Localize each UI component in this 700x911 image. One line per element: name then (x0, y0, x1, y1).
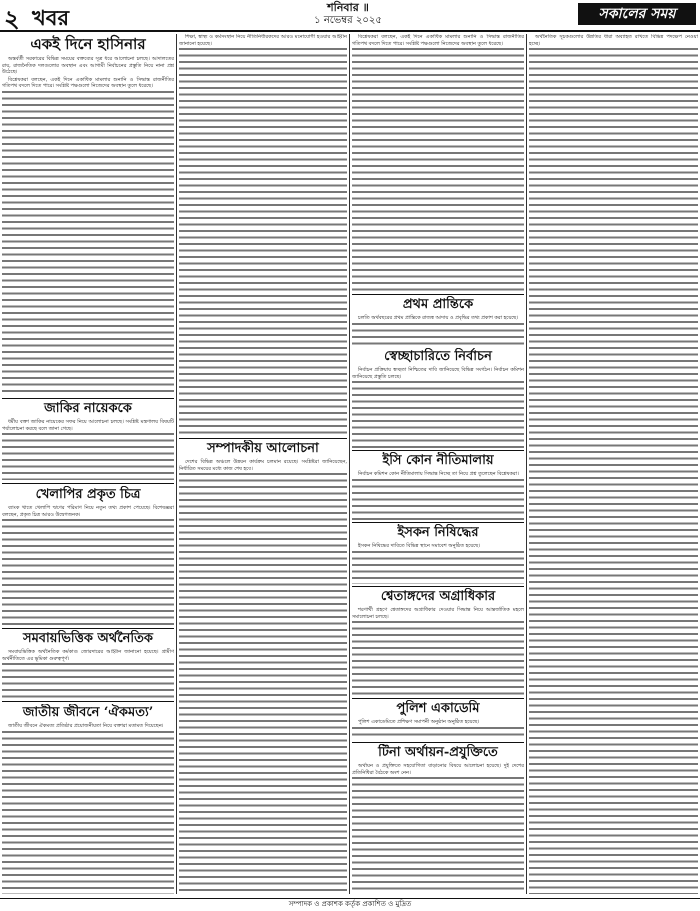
separator (352, 522, 524, 523)
headline: পুলিশ একাডেমি (396, 701, 480, 716)
article (179, 440, 347, 894)
headline: ইসকন নিষিদ্ধের (397, 525, 479, 540)
article-body: দেশের বিভিন্ন অঞ্চলে উন্নয়ন কার্যক্রম চলমান রয়েছে। সংশ্লিষ্টরা জানিয়েছেন, নির্ধারিত সময়ের মধ্যে কাজ শেষ হবে। (179, 459, 347, 894)
date-box (258, 1, 438, 27)
article-body: ব্যাংক খাতে খেলাপি ঋণের পরিমাণ নিয়ে নতুন তথ্য প্রকাশ পেয়েছে। বিশেষজ্ঞরা বলছেন, প্রকৃত চিত্র আরও উদ্বেগজনক। (2, 505, 174, 626)
article-body: সমবায়ভিত্তিক অর্থনৈতিক কর্মকাণ্ড জোরদারের আহ্বান জানানো হয়েছে। গ্রামীণ অর্থনীতিতে এর ভূমিকা গুরুত্বপূর্ণ। (2, 649, 174, 698)
separator (2, 701, 174, 702)
headline: জাতীয় জীবনে ‘ঐকমত্য’ (22, 705, 154, 720)
article (2, 486, 174, 626)
separator (352, 698, 524, 699)
day-label: শনিবার ॥ (327, 1, 369, 14)
article (179, 34, 347, 434)
headline: স্বেচ্ছাচারিতে নির্বাচন (384, 349, 492, 364)
article-body: জাতীয় জীবনে ঐকমত্য প্রতিষ্ঠার প্রয়োজনীয়তা নিয়ে বক্তারা মতামত দিয়েছেন। (2, 723, 174, 894)
headline: সম্পাদকীয় আলোচনা (207, 441, 319, 456)
article (352, 700, 524, 740)
column-rule (176, 34, 177, 894)
article-body: পুলিশ একাডেমিতে প্রশিক্ষণ সমাপনী অনুষ্ঠান অনুষ্ঠিত হয়েছে। (352, 719, 524, 740)
article (2, 630, 174, 698)
section-name: খবর (32, 5, 70, 30)
article-body: চলতি অর্থবছরের প্রথম প্রান্তিকে রাজস্ব আদায় ও প্রবৃদ্ধির তথ্য প্রকাশ করা হয়েছে। (352, 315, 524, 346)
newspaper-logo: সকালের সময় (578, 3, 696, 25)
article (352, 296, 524, 346)
article-body: অর্থায়ন ও প্রযুক্তিতে সহযোগিতা বাড়ানোর বিষয়ে আলোচনা হয়েছে। দুই দেশের প্রতিনিধিরা বৈঠকে অংশ নেন। (352, 763, 524, 894)
separator (2, 628, 174, 629)
headline: জাকির নায়েককে (44, 401, 132, 416)
article (2, 400, 174, 480)
article (352, 348, 524, 448)
article (352, 744, 524, 894)
separator (2, 398, 174, 399)
headline: শ্বেতাঙ্গদের অগ্রাধিকার (380, 589, 496, 604)
date-label: ১ নভেম্বর ২০২৫ (314, 15, 382, 26)
article (2, 704, 174, 894)
article-body: ইসকন নিষিদ্ধের দাবিতে বিভিন্ন স্থানে সমাবেশ অনুষ্ঠিত হয়েছে। (352, 543, 524, 584)
article (352, 588, 524, 696)
article-body: ধর্মীয় বক্তা জাকির নায়েকের সফর নিয়ে আলোচনা চলছে। সংশ্লিষ্ট মন্ত্রণালয় বিষয়টি পর্যালোচনা করছে বলে জানা গেছে। (2, 419, 174, 480)
article-body: বিশ্লেষকরা বলছেন, একই দিনে একাধিক মামলার শুনানি ও সিদ্ধান্ত রাজনীতির গতিপথ বদলে দিতে পারে। সংশ্লিষ্ট পক্ষগুলো নিজেদের অবস্থান তুলে ধরেছে। (352, 34, 524, 292)
separator (352, 294, 524, 295)
article-body: শিক্ষা, স্বাস্থ্য ও কর্মসংস্থান নিয়ে নীতিনির্ধারকদের আরও মনোযোগী হওয়ার আহ্বান জানানো হয়েছে। (179, 34, 347, 434)
masthead (0, 0, 700, 32)
article (2, 34, 174, 394)
article-body: নির্বাচন কমিশন কোন নীতিমালায় সিদ্ধান্ত নিচ্ছে তা নিয়ে প্রশ্ন তুলেছেন বিশ্লেষকরা। (352, 471, 524, 520)
article-body: অর্থনৈতিক সূচকগুলোর উন্নতির ধারা অব্যাহত রাখতে বিভিন্ন পদক্ষেপ নেওয়া হচ্ছে। (529, 34, 698, 894)
article (352, 34, 524, 292)
page-number: ২ (4, 4, 20, 33)
column-rule (349, 34, 350, 894)
headline: সমবায়ভিত্তিক অর্থনৈতিক (23, 631, 153, 646)
headline: প্রথম প্রান্তিকে (402, 297, 474, 312)
article-body: অন্তর্বর্তী সরকারের বিভিন্ন সময়ের বক্তব্যের সূত্র ধরে আলোচনা চলছে। আদালতের রায়, রাজনৈতিক দলগুলোর অবস্থান এবং আগামী নির্বাচনের প্রস্তুতি নিয়ে নানা প্রশ্ন উঠেছে। বিশ্লেষকরা বলছেন, একই দিনে একাধিক মামলার শুনানি ও সিদ্ধান্ত রাজনীতির গতিপথ বদলে দিতে পারে। সংশ্লিষ্ট পক্ষগুলো নিজেদের অবস্থান তুলে ধরেছে। (2, 56, 174, 394)
article (352, 452, 524, 520)
separator (179, 438, 347, 439)
separator (352, 586, 524, 587)
separator (2, 483, 174, 484)
column-rule (526, 34, 527, 894)
separator (352, 450, 524, 451)
article (529, 34, 698, 894)
headline: একই দিনে হাসিনার (30, 35, 146, 53)
article-body: নির্বাচন প্রক্রিয়ায় স্বচ্ছতা নিশ্চিতের দাবি জানিয়েছে বিভিন্ন সংগঠন। নির্বাচন কমিশন জানিয়েছে প্রস্তুতি চলছে। (352, 367, 524, 448)
headline: ইসি কোন নীতিমালায় (382, 453, 494, 468)
headline: খেলাপির প্রকৃত চিত্র (35, 487, 141, 502)
article-body: শরণার্থী গ্রহণে শ্বেতাঙ্গদের অগ্রাধিকার দেওয়ার সিদ্ধান্ত নিয়ে আন্তর্জাতিক মহলে সমালোচনা চলছে। (352, 607, 524, 696)
separator (352, 742, 524, 743)
headline: টিনা অর্থায়ন-প্রযুক্তিতে (378, 745, 498, 760)
page-footer: সম্পাদক ও প্রকাশক কর্তৃক প্রকাশিত ও মুদ্রিত (0, 898, 700, 911)
article (352, 524, 524, 584)
